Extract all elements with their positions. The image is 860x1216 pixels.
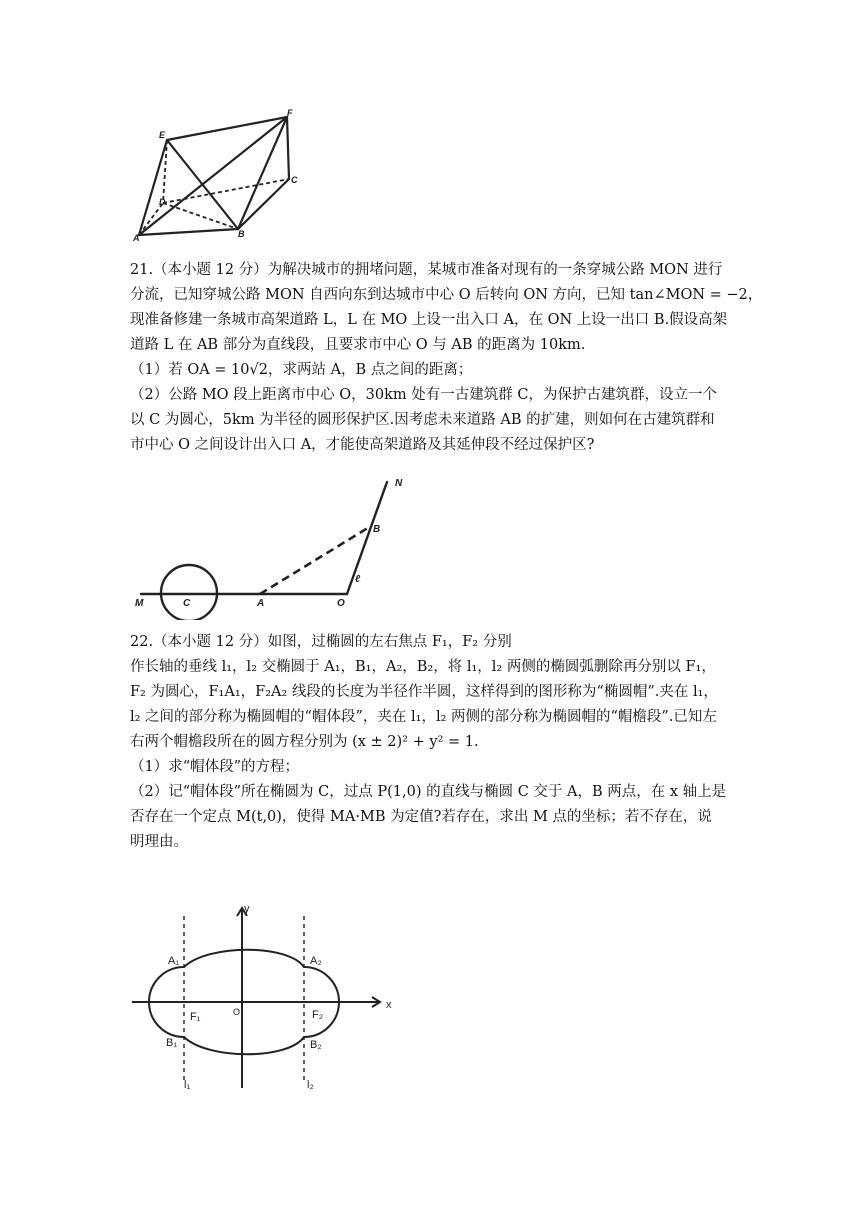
edge-ef [167, 117, 287, 140]
label-e: E [159, 130, 166, 140]
q22-line-4: l₂ 之间的部分称为椭圆帽的“帽体段”，夹在 l₁，l₂ 两侧的部分称为椭圆帽的“帽檐段”.已知左 [130, 709, 717, 725]
label-f: F [287, 108, 293, 118]
label-b: B [238, 229, 245, 239]
q21-line-1: 21.（本小题 12 分）为解决城市的拥堵问题，某城市准备对现有的一条穿城公路 MON 进行 [130, 262, 723, 278]
label-c: C [291, 175, 298, 185]
q22-line-2: 作长轴的垂线 l₁，l₂ 交椭圆于 A₁，B₁，A₂，B₂，将 l₁，l₂ 两侧的椭圆弧删除再分别以 F₁， [130, 659, 716, 675]
label-a1: A₁ [168, 955, 180, 967]
label-b: B [373, 524, 381, 535]
q22-line-5: 右两个帽檐段所在的圆方程分别为 (x ± 2)² + y² = 1. [130, 734, 479, 750]
label-l1: l₁ [184, 1079, 191, 1091]
label-c: C [183, 598, 191, 609]
q22-sub2-line-2: 否存在一个定点 M(t,0)，使得 MA·MB 为定值?若存在，求出 M 点的坐标；若不存在，说 [130, 809, 712, 825]
q21-line-2: 分流，已知穿城公路 MON 自西向东到达城市中心 O 后转向 ON 方向，已知 tan∠MON = −2， [130, 287, 763, 303]
q21-line-3: 现准备修建一条城市高架道路 L，L 在 MO 上设一出入口 A，在 ON 上设一出口 B.假设高架 [130, 312, 728, 328]
label-l: ℓ [355, 574, 361, 585]
q22-line-1: 22.（本小题 12 分）如图，过椭圆的左右焦点 F₁，F₂ 分别 [130, 634, 512, 650]
label-a2: A₂ [310, 955, 322, 967]
figure-ellipse-hat [128, 898, 398, 1093]
figure-solid-geometry [125, 105, 310, 245]
label-o: O [233, 1007, 241, 1017]
edge-fc [287, 117, 289, 179]
label-f2: F₂ [312, 1009, 323, 1021]
label-b1: B₁ [166, 1037, 178, 1049]
label-y: y [244, 903, 250, 915]
label-o: O [337, 598, 345, 609]
edge-ba [139, 229, 238, 235]
label-l2: l₂ [307, 1079, 314, 1091]
figure-road-diagram [125, 470, 415, 620]
label-a: A [257, 598, 265, 609]
label-m: M [135, 598, 144, 609]
q22-sub2-line-3: 明理由。 [130, 834, 188, 850]
label-x: x [386, 999, 392, 1011]
edge-fb [238, 117, 287, 229]
label-f1: F₁ [190, 1011, 201, 1023]
protected-circle [161, 565, 217, 620]
q21-sub2-line-1: （2）公路 MO 段上距离市中心 O，30km 处有一古建筑群 C，为保护古建筑群，设立一个 [130, 387, 717, 403]
label-b2: B₂ [310, 1039, 322, 1051]
q21-subquestion-1: （1）若 OA = 10√2，求两站 A，B 点之间的距离； [130, 362, 473, 378]
q22-line-3: F₂ 为圆心，F₁A₁，F₂A₂ 线段的长度为半径作半圆，这样得到的图形称为“椭圆帽”.夹在 l₁， [130, 684, 718, 700]
question-21 [130, 258, 763, 458]
q22-subquestion-1: （1）求“帽体段”的方程； [130, 759, 300, 775]
q21-line-4: 道路 L 在 AB 部分为直线段，且要求市中心 O 与 AB 的距离为 10km. [130, 337, 586, 353]
label-a: A [133, 233, 140, 243]
q21-sub2-line-2: 以 C 为圆心，5km 为半径的圆形保护区.因考虑未来道路 AB 的扩建，则如何在古建筑群和 [130, 412, 715, 428]
label-n: N [395, 478, 403, 489]
edge-ae [139, 140, 167, 235]
question-22 [130, 630, 735, 855]
q21-sub2-line-3: 市中心 O 之间设计出入口 A，才能使高架道路及其延伸段不经过保护区? [130, 437, 595, 453]
q22-sub2-line-1: （2）记“帽体段”所在椭圆为 C，过点 P(1,0) 的直线与椭圆 C 交于 A，B 两点，在 x 轴上是 [130, 784, 727, 800]
label-d: D [159, 197, 166, 207]
